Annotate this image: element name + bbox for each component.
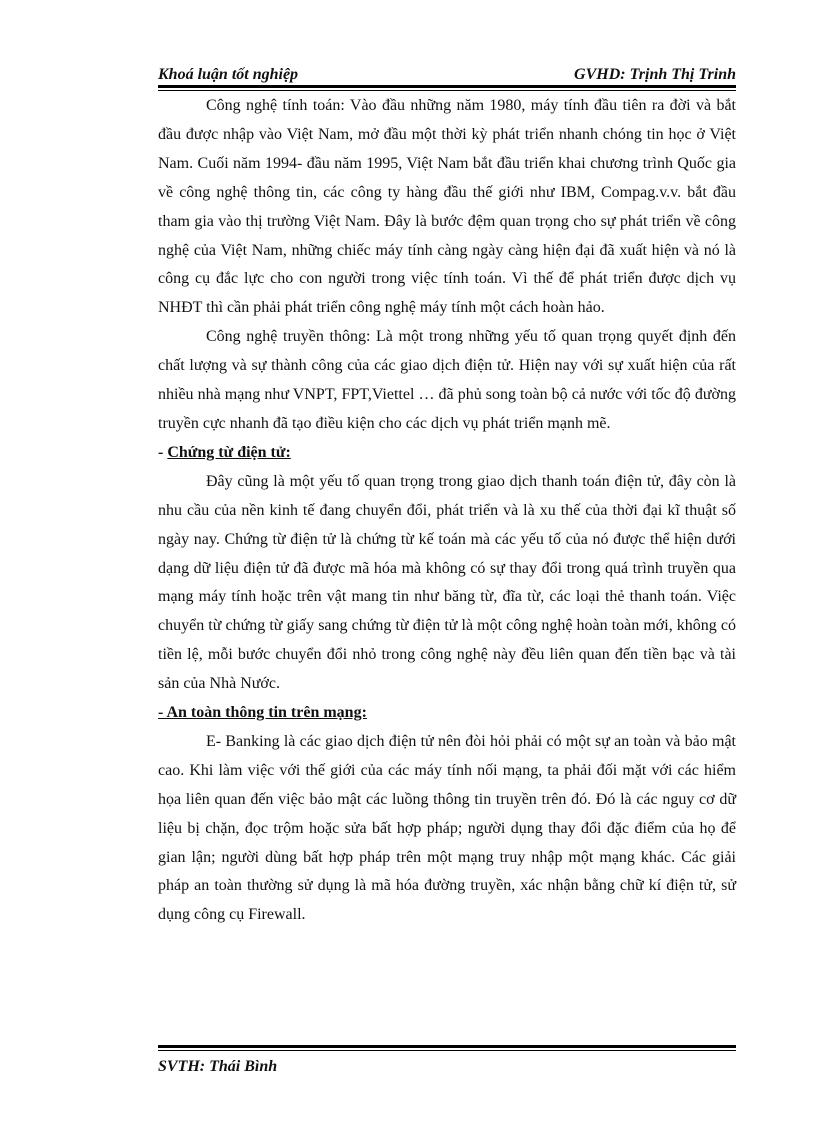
paragraph-network-security: E- Banking là các giao dịch điện tử nên đòi hỏi phải có một sự an toàn và bảo mật cao. Khi làm việc với thế giới của các máy tính nối mạng, ta phải đối mặt với các hiểm họa liên quan đến việc bảo mật các luồng thông tin truyền trên đó. Đó là các nguy cơ dữ liệu bị chặn, đọc trộm hoặc sửa bất hợp pháp; người dụng thay đổi đặc điểm của họ để gian lận; người dùng bất hợp pháp trên một mạng truy nhập một mạng khác. Các giải pháp an toàn thường sử dụng là mã hóa đường truyền, xác nhận bằng chữ kí điện tử, sử dụng công cụ Firewall.: [158, 732, 736, 924]
heading-prefix: -: [158, 443, 168, 461]
paragraph-electronic-documents: Đây cũng là một yếu tố quan trọng trong giao dịch thanh toán điện tử, đây còn là nhu cầu của nền kinh tế đang chuyển đổi, phát triển và là xu thế của thời đại kĩ thuật số ngày nay. Chứng từ điện tử là chứng từ kế toán mà các yếu tố của nó được thể hiện dưới dạng dữ liệu điện tử đã được mã hóa mà không có sự thay đổi trong quá trình truyền qua mạng máy tính hoặc trên vật mang tin như băng từ, đĩa từ, các loại thẻ thanh toán. Việc chuyển từ chứng từ giấy sang chứng từ điện tử là một công nghệ hoàn toàn mới, không có tiền lệ, mỗi bước chuyển đổi nhỏ trong công nghệ này đều liên quan đến tiền bạc và tài sản của Nhà Nước.: [158, 472, 736, 693]
header-rule: [158, 85, 736, 91]
paragraph-communication-technology: Công nghệ truyền thông: Là một trong những yếu tố quan trọng quyết định đến chất lượng và sự thành công của các giao dịch điện tử. Hiện nay với sự xuất hiện của rất nhiều nhà mạng như VNPT, FPT,Viettel … đã phủ song toàn bộ cả nước với tốc độ đường truyền cực nhanh đã tạo điều kiện cho các dịch vụ phát triển mạnh mẽ.: [158, 328, 736, 432]
footer-rule: [158, 1045, 736, 1051]
body-text: [158, 92, 736, 930]
paragraph-computing-technology: Công nghệ tính toán: Vào đầu những năm 1980, máy tính đầu tiên ra đời và bắt đầu được nhập vào Việt Nam, mở đầu một thời kỳ phát triển nhanh chóng tin học ở Việt Nam. Cuối năm 1994- đầu năm 1995, Việt Nam bắt đầu triển khai chương trình Quốc gia về công nghệ thông tin, các công ty hàng đầu thế giới như IBM, Compag.v.v. bắt đầu tham gia vào thị trường Việt Nam. Đây là bước đệm quan trọng cho sự phát triển về công nghệ của Việt Nam, những chiếc máy tính càng ngày càng hiện đại đã xuất hiện và nó là công cụ đắc lực cho con người trong việc tính toán. Vì thế để phát triển được dịch vụ NHĐT thì cần phải phát triển công nghệ máy tính một cách hoàn hảo.: [158, 97, 736, 317]
heading-text: Chứng từ điện tử:: [167, 443, 291, 461]
header-right: GVHD: Trịnh Thị Trinh: [574, 66, 736, 83]
header-left: Khoá luận tốt nghiệp: [158, 66, 299, 83]
heading-network-security: [158, 699, 736, 728]
heading-text: - An toàn thông tin trên mạng:: [158, 704, 367, 722]
page-footer: SVTH: Thái Bình: [158, 1058, 278, 1075]
heading-electronic-documents: [158, 439, 736, 468]
page-header: [158, 64, 736, 86]
